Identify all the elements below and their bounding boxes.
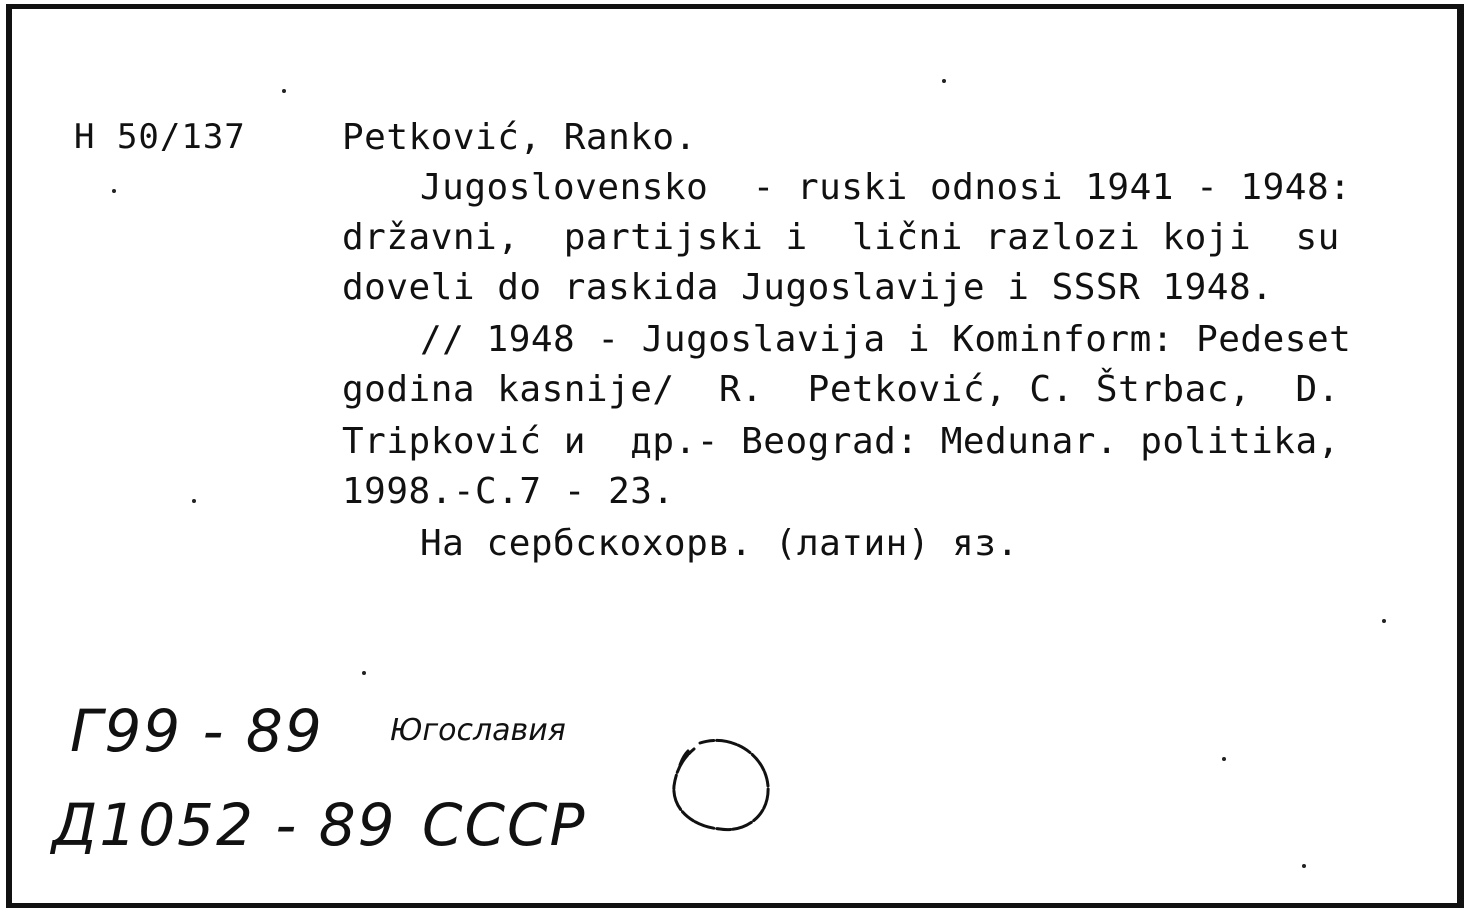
hand-drawn-circle-icon	[660, 731, 780, 841]
series-line-1: // 1948 - Jugoslavija i Kominform: Pedeset	[420, 319, 1352, 360]
language-note: На сербскохорв. (латин) яз.	[420, 523, 1019, 564]
scan-speck	[362, 671, 366, 675]
author-heading: Petković, Ranko.	[342, 117, 697, 158]
handwritten-code-2: Д1052 - 89	[52, 791, 397, 859]
scan-speck	[192, 499, 196, 503]
handwritten-subject-2: СССР	[422, 791, 587, 859]
catalog-card	[6, 4, 1464, 908]
title-line-1: Jugoslovensko - ruski odnosi 1941 - 1948:	[420, 167, 1352, 208]
shelfmark: H 50/137	[74, 117, 246, 157]
handwritten-code-1: Г99 - 89	[70, 697, 324, 765]
series-line-2: godina kasnije/ R. Petković, C. Štrbac, D.	[342, 369, 1340, 410]
scan-speck	[112, 189, 116, 193]
handwritten-subject-1: Югославия	[390, 713, 566, 748]
scan-speck	[282, 89, 286, 93]
title-line-2: državni, partijski i lični razlozi koji su	[342, 217, 1340, 258]
title-line-3: doveli do raskida Jugoslavije i SSSR 1948.	[342, 267, 1274, 308]
series-line-3: Tripković и др.- Beograd: Medunar. politika,	[342, 421, 1340, 462]
scan-speck	[1222, 757, 1226, 761]
scan-speck	[1302, 864, 1306, 868]
scan-speck	[942, 79, 946, 83]
series-line-4: 1998.-C.7 - 23.	[342, 471, 675, 512]
scan-speck	[1382, 619, 1386, 623]
